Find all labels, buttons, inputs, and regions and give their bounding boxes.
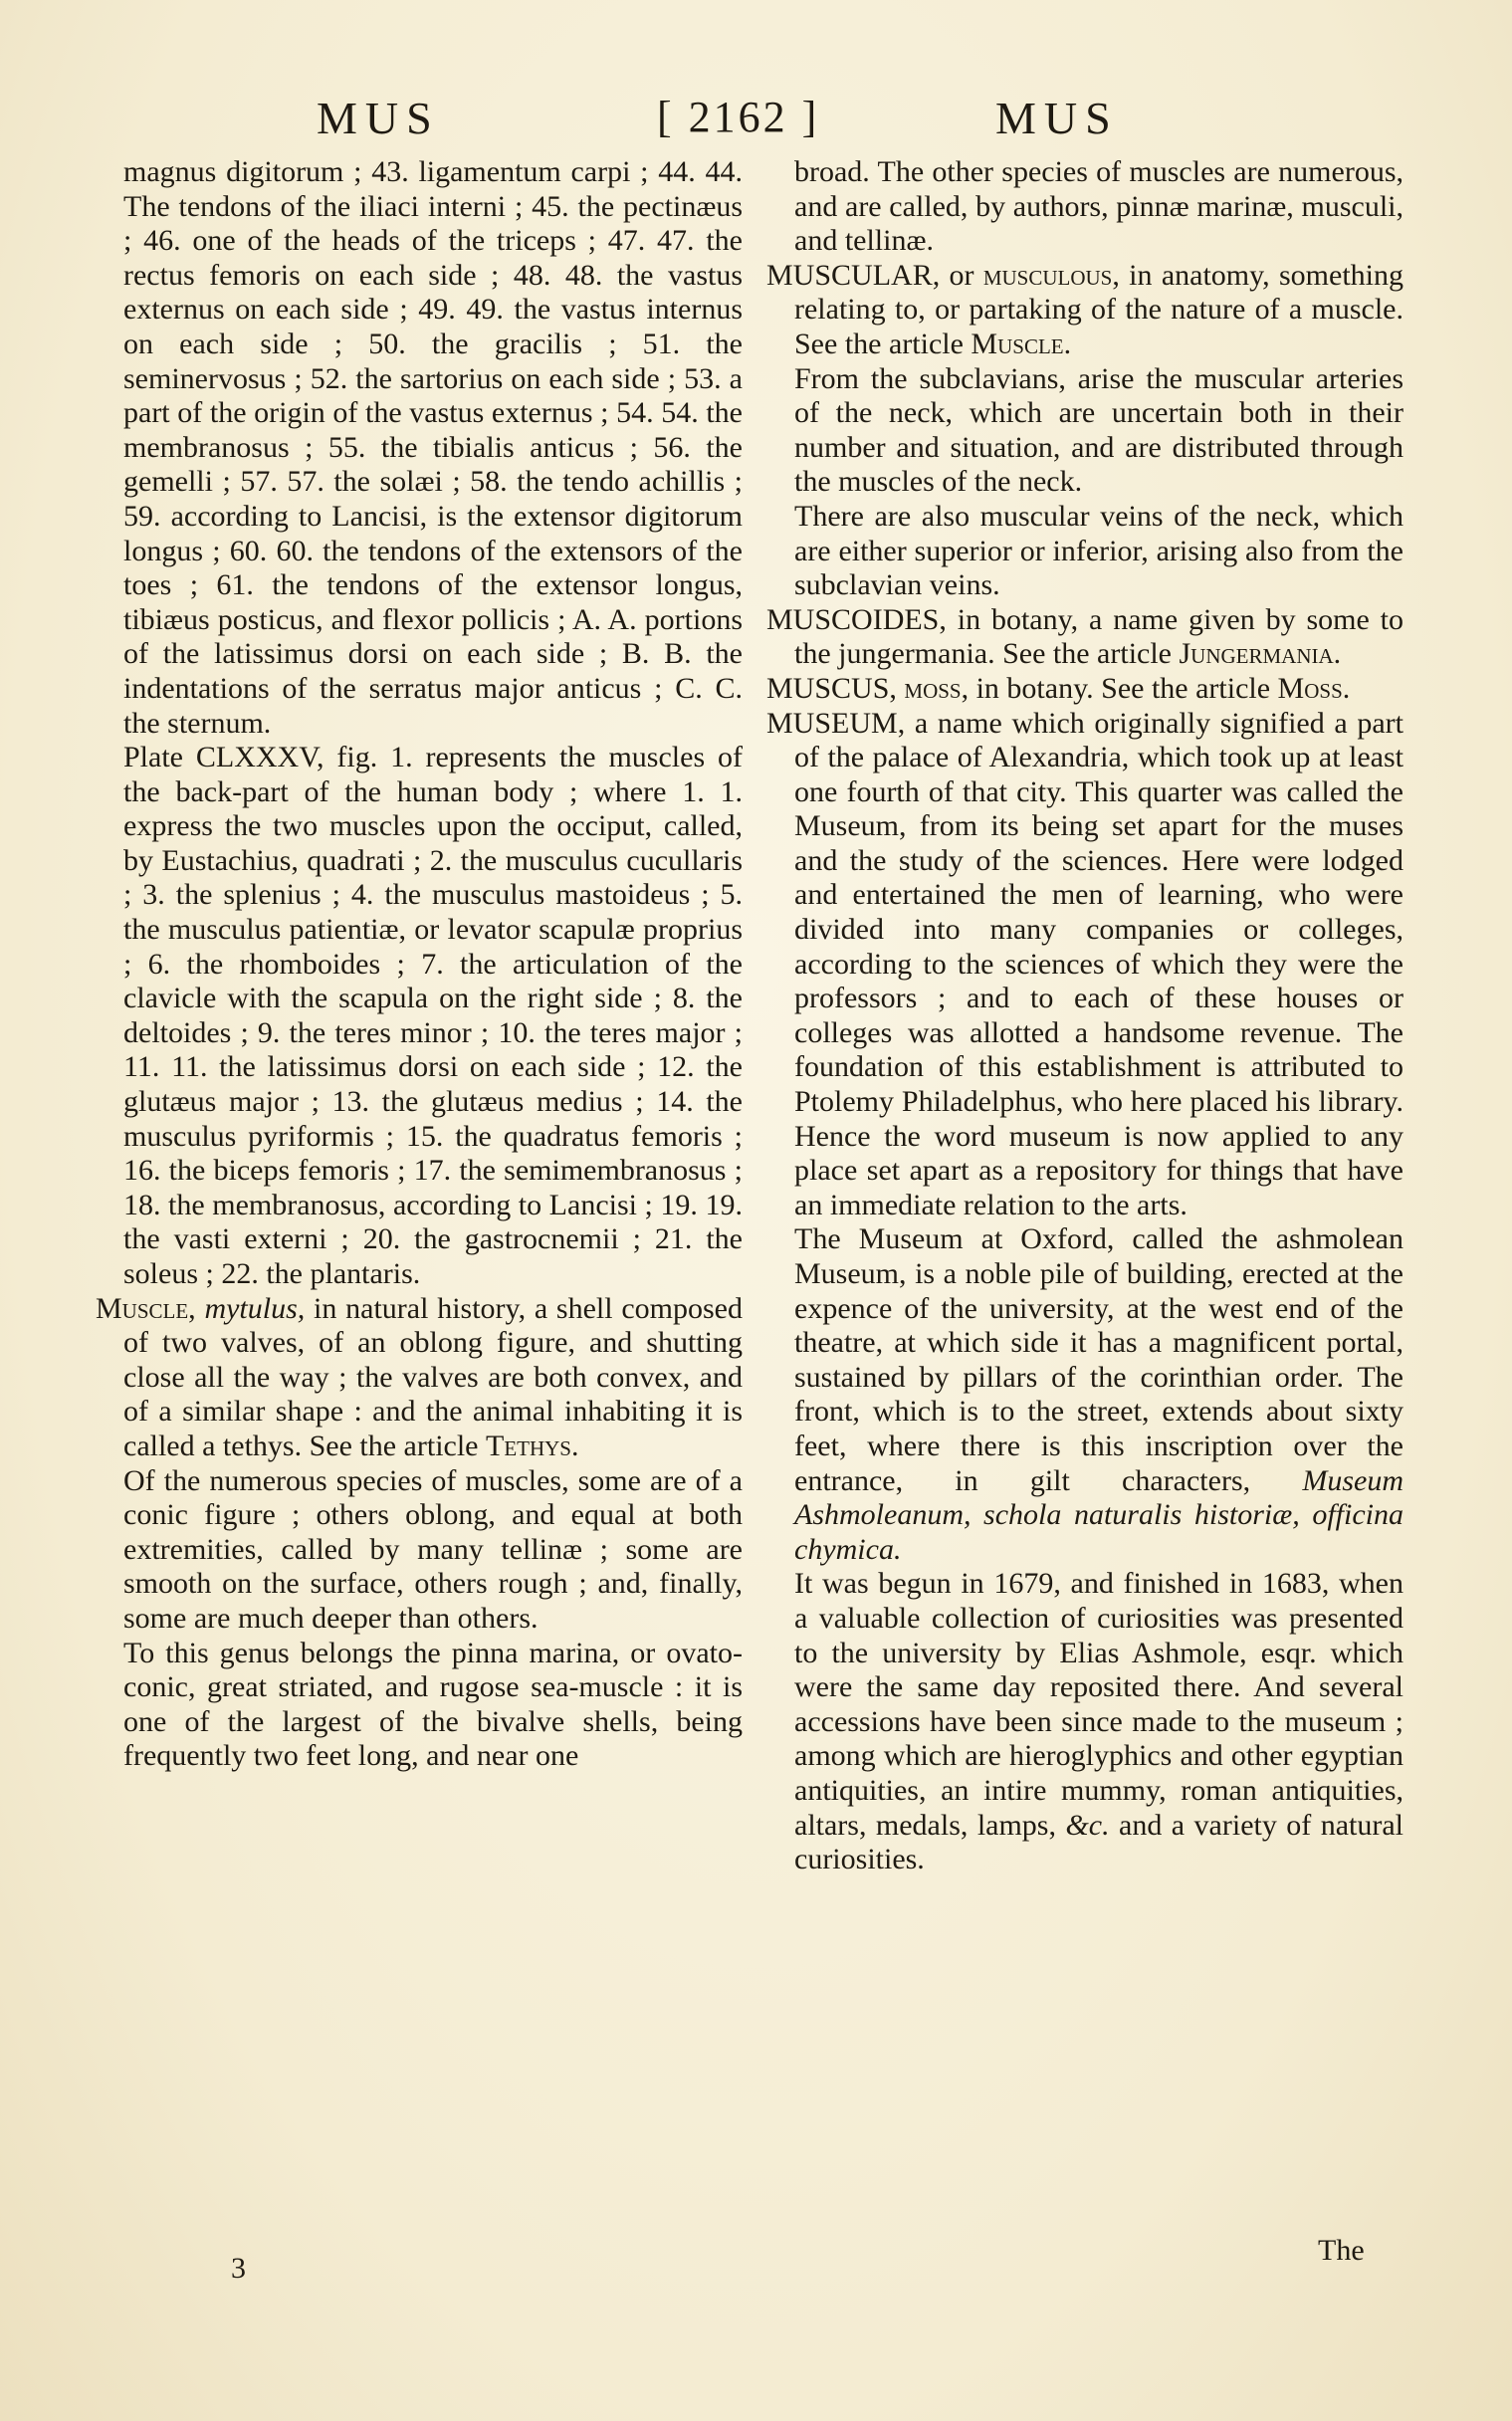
paragraph-continued: broad. The other species of muscles are numerous, and are called, by authors, pinnæ marinæ, musculi, and tellinæ. — [794, 155, 1404, 258]
paragraph-muscular-arteries: From the subclavians, arise the muscular arteries of the neck, which are uncertain both in their number and situation, and are distributed through the muscles of the neck. — [794, 361, 1404, 499]
cross-reference: Muscle. — [971, 327, 1072, 360]
entry-muscle — [96, 1292, 743, 1464]
entry-headword: MUSEUM, — [766, 706, 906, 740]
entry-body: a name which originally signified a part of the palace of Alexandria, which took up at least one fourth of that city. This quarter was called the Museum, from its being set apart for the muses and the study of the sciences. Here were lodged and entertained the men of learning, who were divided into many companies or colleges, according to the sciences of which they were the professors ; and to each of these houses or colleges was allotted a handsome revenue. The foundation of this establishment is attributed to Ptolemy Philadelphus, who here placed his library. Hence the word museum is now applied to any place set apart as a repository for things that have an immediate relation to the arts. — [794, 706, 1404, 1221]
entry-body: in anatomy, something relating to, or partaking of the nature of a muscle. See the article — [794, 258, 1404, 360]
entry-muscoides — [766, 603, 1404, 672]
entry-latin-name: mytulus, — [204, 1291, 306, 1325]
header-right-word: MUS — [995, 93, 1119, 143]
entry-headword: MUSCULAR, — [766, 258, 941, 292]
entry-conjunction: or — [940, 258, 983, 292]
cross-reference: Moss. — [1277, 671, 1351, 705]
entry-body: in natural history, a shell composed of two valves, of an oblong figure, and shutting close all the way ; the valves are both convex, and of a similar shape : and the animal inhabiting it is called a tethys. See the article — [123, 1291, 743, 1462]
inscription-text: Museum Ashmoleanum, schola naturalis historiæ, officina chymica. — [794, 1463, 1404, 1566]
signature-mark: 3 — [231, 2252, 246, 2285]
paragraph-pinna-marina: To this genus belongs the pinna marina, or ovato-conic, great striated, and rugose sea-muscle : it is one of the largest of the bivalve shells, being frequently two feet long, and near one — [123, 1636, 743, 1773]
header-left-word: MUS — [317, 93, 440, 143]
paragraph-muscle-species: Of the numerous species of muscles, some are of a conic figure ; others oblong, and equal at both extremities, called by many tellinæ ; some are smooth on the surface, others rough ; and, finally, some are much deeper than others. — [123, 1463, 743, 1635]
etc-abbreviation: &c. — [1065, 1808, 1110, 1842]
paragraph-text: The Museum at Oxford, called the ashmolean Museum, is a noble pile of building, erected at the expence of the university, at the west end of the theatre, at which side it has a magnificent portal, sustained by pillars of the corinthian order. The front, which is to the street, extends about sixty feet, where there is this inscription over the entrance, in gilt characters, — [794, 1222, 1404, 1497]
paragraph-muscular-veins: There are also muscular veins of the neck, which are either superior or inferior, arising also from the subclavian veins. — [794, 499, 1404, 602]
entry-body: in botany. See the article — [969, 671, 1278, 705]
page-number: [ 2162 ] — [657, 93, 820, 141]
entry-museum — [766, 707, 1404, 1223]
paragraph-muscle-plate-list: magnus digitorum ; 43. ligamentum carpi ; 44. 44. The tendons of the iliaci interni ; 45. the pectinæus ; 46. one of the heads of the triceps ; 47. 47. the rectus femoris on each side ; 48. 48. the vastus externus on each side ; 49. 49. the vastus internus on each side ; 50. the gracilis ; 51. the seminervosus ; 52. the sartorius on each side ; 53. a part of the origin of the vastus externus ; 54. 54. the membranosus ; 55. the tibialis anticus ; 56. the gemelli ; 57. 57. the solæi ; 58. the tendo achillis ; 59. according to Lancisi, is the extensor digitorum longus ; 60. 60. the tendons of the extensors of the toes ; 61. the tendons of the extensor longus, tibiæus posticus, and flexor pollicis ; A. A. portions of the latissimus dorsi on each side ; B. B. the indentations of the serratus major anticus ; C. C. the sternum. — [123, 155, 743, 740]
cross-reference: Jungermania. — [1179, 637, 1342, 671]
entry-headword: MUSCUS, — [766, 671, 897, 705]
left-column — [96, 155, 743, 1774]
entry-headword: MUSCOIDES, — [766, 602, 947, 636]
entry-muscus — [766, 672, 1404, 707]
paragraph-plate-clxxxv: Plate CLXXXV, fig. 1. represents the muscles of the back-part of the human body ; where 1. 1. express the two muscles upon the occiput, called, by Eustachius, quadrati ; 2. the musculus cucullaris ; 3. the splenius ; 4. the musculus mastoideus ; 5. the musculus patientiæ, or levator scapulæ proprius ; 6. the rhomboides ; 7. the articulation of the clavicle with the scapula on the right side ; 8. the deltoides ; 9. the teres minor ; 10. the teres major ; 11. 11. the latissimus dorsi on each side ; 12. the glutæus major ; 13. the glutæus medius ; 14. the musculus pyriformis ; 15. the quadratus femoris ; 16. the biceps femoris ; 17. the semimembranosus ; 18. the membranosus, according to Lancisi ; 19. 19. the vasti externi ; 20. the gastrocnemii ; 21. the soleus ; 22. the plantaris. — [123, 741, 743, 1290]
cross-reference: Tethys. — [486, 1429, 579, 1462]
entry-headword: Muscle, — [96, 1291, 196, 1325]
entry-variant: moss, — [896, 671, 970, 705]
entry-muscular — [766, 259, 1404, 362]
catchword: The — [1318, 2234, 1365, 2267]
paragraph-museum-history — [766, 1567, 1404, 1876]
right-column — [766, 155, 1404, 1877]
entry-body: in botany, a name given by some to the jungermania. See the article — [794, 602, 1404, 671]
entry-variant: musculous, — [982, 258, 1120, 292]
paragraph-text-end: and a variety of natural curiosities. — [794, 1808, 1404, 1876]
running-header — [0, 92, 1512, 151]
paragraph-oxford-museum — [766, 1222, 1404, 1567]
paragraph-text: It was begun in 1679, and finished in 1683, when a valuable collection of curiosities was presented to the university by Elias Ashmole, esqr. which were the same day reposited there. And several accessions have been since made to the museum ; among which are hieroglyphics and other egyptian antiquities, an intire mummy, roman antiquities, altars, medals, lamps, — [794, 1567, 1404, 1842]
